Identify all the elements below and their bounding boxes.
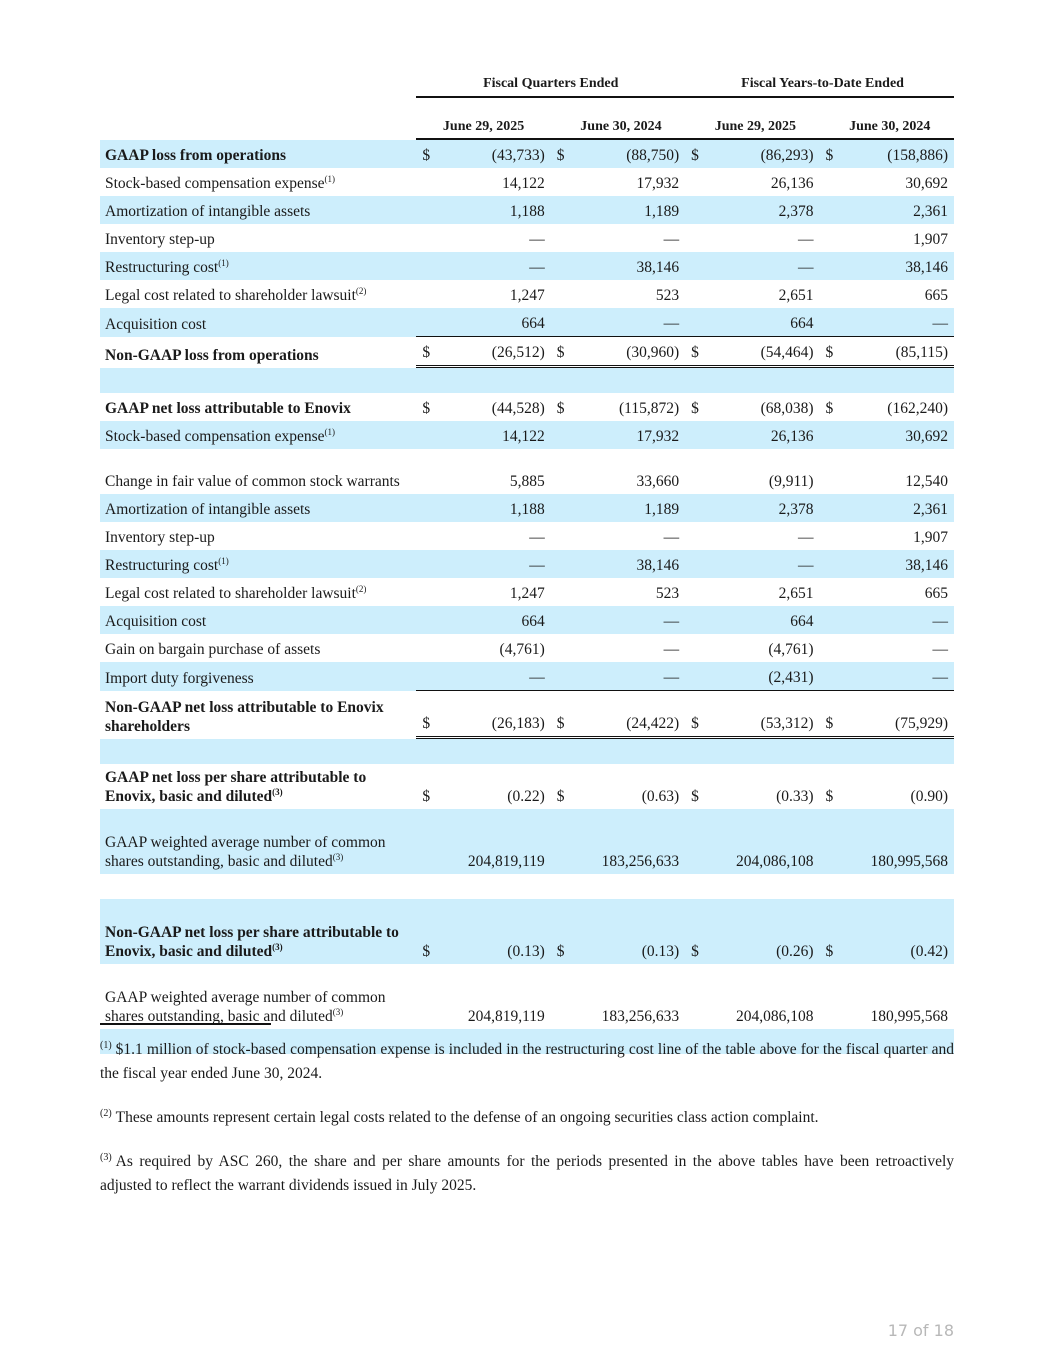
- table-row: [100, 578, 954, 606]
- currency-symbol: $: [685, 140, 701, 168]
- currency-symbol: $: [551, 337, 567, 368]
- cell-value: 204,086,108: [701, 809, 819, 874]
- currency-symbol: [551, 494, 567, 522]
- row-label: Change in fair value of common stock warrants: [105, 473, 400, 490]
- cell-value: —: [663, 641, 680, 658]
- footnote-2-mark: (2): [100, 1107, 112, 1119]
- currency-symbol: [820, 196, 836, 224]
- cell-value: (0.13): [432, 899, 550, 964]
- currency-symbol: [820, 252, 836, 280]
- cell-value: 665: [924, 287, 948, 304]
- spacer-row: [100, 368, 954, 393]
- row-label: Import duty forgiveness: [100, 662, 416, 691]
- cell-value: —: [567, 308, 685, 337]
- currency-symbol: $: [691, 788, 699, 805]
- cell-value: 523: [655, 287, 680, 304]
- cell-value: 523: [655, 585, 680, 602]
- cell-value: (4,761): [768, 641, 814, 658]
- header-col-2: June 30, 2024: [551, 98, 685, 140]
- cell-value: —: [835, 662, 954, 691]
- cell-value: (30,960): [567, 337, 685, 368]
- row-label: Legal cost related to shareholder lawsuit$^{(2)}$: [105, 285, 367, 304]
- row-label: Stock-based compensation expense$^{(1)}$: [105, 173, 336, 192]
- currency-symbol: [820, 964, 836, 1029]
- currency-symbol: [820, 421, 836, 449]
- cell-value: 38,146: [835, 252, 954, 280]
- footnote-ref: (3): [332, 851, 344, 862]
- currency-symbol: [551, 308, 567, 337]
- cell-value: (0.33): [776, 788, 814, 805]
- currency-symbol: [820, 168, 836, 196]
- cell-value: —: [701, 550, 819, 578]
- cell-value: 17,932: [567, 421, 685, 449]
- cell-value: 38,146: [567, 252, 685, 280]
- currency-symbol: [416, 308, 432, 337]
- cell-value: —: [663, 529, 680, 546]
- cell-value: 1,247: [509, 287, 545, 304]
- cell-value: (68,038): [760, 400, 814, 417]
- cell-value: 183,256,633: [601, 1008, 680, 1025]
- cell-value: 38,146: [567, 550, 685, 578]
- header-group-row: [100, 70, 954, 98]
- currency-symbol: [416, 224, 432, 252]
- page-number: 17 of 18: [887, 1321, 954, 1340]
- currency-symbol: [685, 964, 701, 1029]
- currency-symbol: [551, 578, 567, 606]
- footnote-ref: (3): [272, 786, 283, 797]
- cell-value: —: [567, 662, 685, 691]
- footnote-2-text: These amounts represent certain legal costs related to the defense of an ongoing securities class action complaint.: [115, 1109, 819, 1126]
- currency-symbol: [416, 196, 432, 224]
- currency-symbol: $: [551, 140, 567, 168]
- currency-symbol: [416, 662, 432, 691]
- table-row: [100, 662, 954, 691]
- spacer-row: [100, 739, 954, 764]
- cell-value: 204,819,119: [467, 1008, 545, 1025]
- cell-value: —: [529, 231, 545, 248]
- currency-symbol: $: [416, 899, 432, 964]
- cell-value: 664: [701, 308, 819, 337]
- cell-value: —: [567, 606, 685, 634]
- currency-symbol: [685, 168, 701, 196]
- cell-value: (0.90): [910, 788, 948, 805]
- cell-value: 1,907: [913, 231, 948, 248]
- cell-value: 30,692: [835, 421, 954, 449]
- cell-value: 1,188: [432, 196, 550, 224]
- cell-value: (88,750): [567, 140, 685, 168]
- currency-symbol: [685, 196, 701, 224]
- currency-symbol: [416, 522, 432, 550]
- currency-symbol: [551, 634, 567, 662]
- cell-value: (0.26): [701, 899, 819, 964]
- cell-value: 664: [432, 606, 550, 634]
- currency-symbol: $: [820, 337, 836, 368]
- currency-symbol: $: [416, 337, 432, 368]
- cell-value: (24,422): [567, 691, 685, 739]
- cell-value: (43,733): [432, 140, 550, 168]
- currency-symbol: [416, 634, 432, 662]
- currency-symbol: [551, 449, 567, 494]
- footnote-2: [100, 1106, 954, 1130]
- footnote-ref: (1): [324, 426, 336, 437]
- footnote-divider: [100, 1023, 271, 1025]
- row-label: Amortization of intangible assets: [100, 494, 416, 522]
- cell-value: (26,512): [432, 337, 550, 368]
- cell-value: 2,378: [701, 196, 819, 224]
- currency-symbol: [685, 606, 701, 634]
- table-row: [100, 691, 954, 739]
- row-label: Acquisition cost: [100, 606, 416, 634]
- cell-value: (0.42): [835, 899, 954, 964]
- cell-value: 2,378: [701, 494, 819, 522]
- cell-value: 1,188: [432, 494, 550, 522]
- footnote-3-text: As required by ASC 260, the share and per share amounts for the periods presented in the above tables have been retroactively adjusted to reflect the warrant dividends issued in July 2025.: [100, 1153, 954, 1194]
- cell-value: (0.22): [507, 788, 545, 805]
- cell-value: (115,872): [619, 400, 680, 417]
- currency-symbol: [685, 522, 701, 550]
- table-row: [100, 964, 954, 1029]
- table-row: [100, 196, 954, 224]
- table-row: [100, 337, 954, 368]
- currency-symbol: $: [416, 140, 432, 168]
- cell-value: —: [663, 231, 680, 248]
- currency-symbol: $: [551, 899, 567, 964]
- currency-symbol: [820, 809, 836, 874]
- row-label: Non-GAAP net loss per share attributable to Enovix, basic and diluted$^{(3)}$: [100, 899, 416, 964]
- cell-value: 38,146: [835, 550, 954, 578]
- cell-value: —: [432, 662, 550, 691]
- currency-symbol: $: [820, 691, 836, 739]
- currency-symbol: [820, 634, 836, 662]
- cell-value: 2,651: [778, 287, 814, 304]
- row-label: Gain on bargain purchase of assets: [105, 641, 321, 658]
- row-label: GAAP loss from operations: [100, 140, 416, 168]
- currency-symbol: [416, 494, 432, 522]
- currency-symbol: $: [422, 400, 431, 417]
- cell-value: —: [432, 252, 550, 280]
- cell-value: —: [932, 641, 948, 658]
- cell-value: 2,361: [835, 494, 954, 522]
- currency-symbol: [685, 662, 701, 691]
- header-group-quarters: Fiscal Quarters Ended: [416, 70, 685, 98]
- currency-symbol: [551, 662, 567, 691]
- cell-value: 26,136: [701, 421, 819, 449]
- currency-symbol: [551, 522, 567, 550]
- footnote-3: [100, 1150, 954, 1198]
- row-label: Non-GAAP net loss attributable to Enovix shareholders: [105, 699, 384, 735]
- currency-symbol: [685, 308, 701, 337]
- table-row: [100, 421, 954, 449]
- cell-value: (0.13): [567, 899, 685, 964]
- currency-symbol: [685, 634, 701, 662]
- table-row: [100, 522, 954, 550]
- cell-value: (53,312): [701, 691, 819, 739]
- cell-value: 183,256,633: [567, 809, 685, 874]
- row-label: Amortization of intangible assets: [100, 196, 416, 224]
- cell-value: (75,929): [835, 691, 954, 739]
- footnote-ref: (1): [218, 257, 229, 268]
- currency-symbol: [551, 252, 567, 280]
- cell-value: —: [798, 231, 814, 248]
- table-row: [100, 606, 954, 634]
- currency-symbol: [820, 449, 836, 494]
- currency-symbol: [820, 578, 836, 606]
- currency-symbol: [820, 522, 836, 550]
- cell-value: —: [701, 252, 819, 280]
- currency-symbol: [685, 578, 701, 606]
- cell-value: 665: [924, 585, 948, 602]
- currency-symbol: [551, 280, 567, 308]
- currency-symbol: [685, 252, 701, 280]
- currency-symbol: [820, 494, 836, 522]
- currency-symbol: [685, 809, 701, 874]
- currency-symbol: [416, 421, 432, 449]
- currency-symbol: [685, 280, 701, 308]
- cell-value: 204,086,108: [736, 1008, 814, 1025]
- currency-symbol: [551, 606, 567, 634]
- row-label: Restructuring cost$^{(1)}$: [100, 252, 416, 280]
- cell-value: (0.63): [641, 788, 680, 805]
- currency-symbol: [685, 550, 701, 578]
- footnote-ref: (1): [218, 555, 229, 566]
- table-row: [100, 809, 954, 874]
- currency-symbol: $: [691, 400, 699, 417]
- currency-symbol: [416, 550, 432, 578]
- row-label: Acquisition cost: [100, 308, 416, 337]
- header-col-1: June 29, 2025: [416, 98, 550, 140]
- cell-value: —: [835, 606, 954, 634]
- footnote-ref: (2): [355, 583, 367, 594]
- currency-symbol: [551, 196, 567, 224]
- cell-value: 1,247: [509, 585, 545, 602]
- cell-value: 664: [432, 308, 550, 337]
- currency-symbol: [416, 280, 432, 308]
- footnote-ref: (1): [324, 173, 336, 184]
- cell-value: 664: [701, 606, 819, 634]
- row-label: GAAP weighted average number of common shares outstanding, basic and diluted$^{(3)}$: [105, 989, 386, 1025]
- currency-symbol: [416, 252, 432, 280]
- footnote-1-mark: (1): [100, 1039, 112, 1051]
- currency-symbol: $: [820, 140, 836, 168]
- currency-symbol: [416, 168, 432, 196]
- footnote-ref: (2): [355, 285, 367, 296]
- table-row: [100, 140, 954, 168]
- currency-symbol: $: [551, 691, 567, 739]
- cell-value: (85,115): [835, 337, 954, 368]
- table-row: [100, 449, 954, 494]
- currency-symbol: [820, 224, 836, 252]
- header-col-4: June 30, 2024: [820, 98, 954, 140]
- currency-symbol: $: [556, 400, 565, 417]
- currency-symbol: [820, 606, 836, 634]
- cell-value: —: [529, 529, 545, 546]
- currency-symbol: [416, 578, 432, 606]
- row-label: Non-GAAP loss from operations: [105, 347, 319, 364]
- row-label: Inventory step-up: [105, 231, 215, 248]
- footnote-3-mark: (3): [100, 1151, 112, 1163]
- cell-value: 12,540: [905, 473, 948, 490]
- currency-symbol: [551, 809, 567, 874]
- header-group-ytd: Fiscal Years-to-Date Ended: [685, 70, 954, 98]
- currency-symbol: [551, 421, 567, 449]
- table-row: [100, 308, 954, 337]
- cell-value: 30,692: [905, 175, 948, 192]
- cell-value: (2,431): [701, 662, 819, 691]
- currency-symbol: [820, 280, 836, 308]
- table-row: [100, 634, 954, 662]
- currency-symbol: [685, 224, 701, 252]
- currency-symbol: $: [825, 400, 834, 417]
- cell-value: 1,189: [567, 196, 685, 224]
- footnote-1: [100, 1038, 954, 1086]
- currency-symbol: $: [820, 899, 836, 964]
- cell-value: (158,886): [835, 140, 954, 168]
- currency-symbol: [820, 662, 836, 691]
- cell-value: 180,995,568: [870, 1008, 948, 1025]
- currency-symbol: [685, 449, 701, 494]
- row-label: Legal cost related to shareholder lawsuit$^{(2)}$: [105, 583, 367, 602]
- currency-symbol: [551, 964, 567, 1029]
- currency-symbol: [416, 449, 432, 494]
- cell-value: (4,761): [499, 641, 545, 658]
- cell-value: (86,293): [701, 140, 819, 168]
- footnote-ref: (3): [272, 941, 283, 952]
- row-label: GAAP net loss per share attributable to Enovix, basic and diluted$^{(3)}$: [105, 769, 367, 805]
- currency-symbol: [416, 809, 432, 874]
- cell-value: 14,122: [432, 421, 550, 449]
- currency-symbol: $: [685, 899, 701, 964]
- cell-value: (54,464): [701, 337, 819, 368]
- currency-symbol: $: [422, 788, 431, 805]
- table-row: [100, 494, 954, 522]
- currency-symbol: $: [416, 691, 432, 739]
- row-label: Inventory step-up: [105, 529, 215, 546]
- header-col-3: June 29, 2025: [685, 98, 819, 140]
- cell-value: (26,183): [432, 691, 550, 739]
- currency-symbol: [685, 421, 701, 449]
- currency-symbol: $: [685, 691, 701, 739]
- table-row: [100, 393, 954, 421]
- currency-symbol: $: [825, 788, 834, 805]
- table-row: [100, 280, 954, 308]
- table-row: [100, 224, 954, 252]
- table-row: [100, 550, 954, 578]
- row-label: Restructuring cost$^{(1)}$: [100, 550, 416, 578]
- cell-value: 17,932: [636, 175, 680, 192]
- cell-value: (9,911): [768, 473, 814, 490]
- reconciliation-table: [100, 70, 954, 1054]
- currency-symbol: [685, 494, 701, 522]
- currency-symbol: [416, 606, 432, 634]
- cell-value: (162,240): [887, 400, 948, 417]
- cell-value: 204,819,119: [432, 809, 550, 874]
- currency-symbol: [551, 168, 567, 196]
- row-label: Stock-based compensation expense$^{(1)}$: [100, 421, 416, 449]
- table-row: [100, 764, 954, 809]
- cell-value: 1,189: [567, 494, 685, 522]
- cell-value: 5,885: [509, 473, 545, 490]
- currency-symbol: [416, 964, 432, 1029]
- cell-value: 180,995,568: [835, 809, 954, 874]
- cell-value: 33,660: [636, 473, 680, 490]
- currency-symbol: [820, 308, 836, 337]
- table-row: [100, 168, 954, 196]
- cell-value: —: [432, 550, 550, 578]
- footnote-1-text: $1.1 million of stock-based compensation expense is included in the restructuring cost line of the table above for the fiscal quarter and the fiscal year ended June 30, 2024.: [100, 1041, 954, 1082]
- table-row: [100, 899, 954, 964]
- cell-value: 14,122: [502, 175, 545, 192]
- currency-symbol: $: [685, 337, 701, 368]
- footnote-ref: (3): [332, 1006, 344, 1017]
- currency-symbol: [820, 550, 836, 578]
- currency-symbol: [551, 550, 567, 578]
- currency-symbol: [551, 224, 567, 252]
- cell-value: 2,361: [835, 196, 954, 224]
- table-row: [100, 252, 954, 280]
- header-date-row: [100, 98, 954, 140]
- cell-value: 26,136: [770, 175, 814, 192]
- row-label: GAAP weighted average number of common shares outstanding, basic and diluted$^{(3)}$: [100, 809, 416, 874]
- cell-value: —: [835, 308, 954, 337]
- cell-value: 2,651: [778, 585, 814, 602]
- currency-symbol: $: [556, 788, 565, 805]
- cell-value: 1,907: [913, 529, 948, 546]
- row-label: GAAP net loss attributable to Enovix: [105, 400, 351, 417]
- spacer-row: [100, 874, 954, 899]
- cell-value: (44,528): [491, 400, 545, 417]
- cell-value: —: [798, 529, 814, 546]
